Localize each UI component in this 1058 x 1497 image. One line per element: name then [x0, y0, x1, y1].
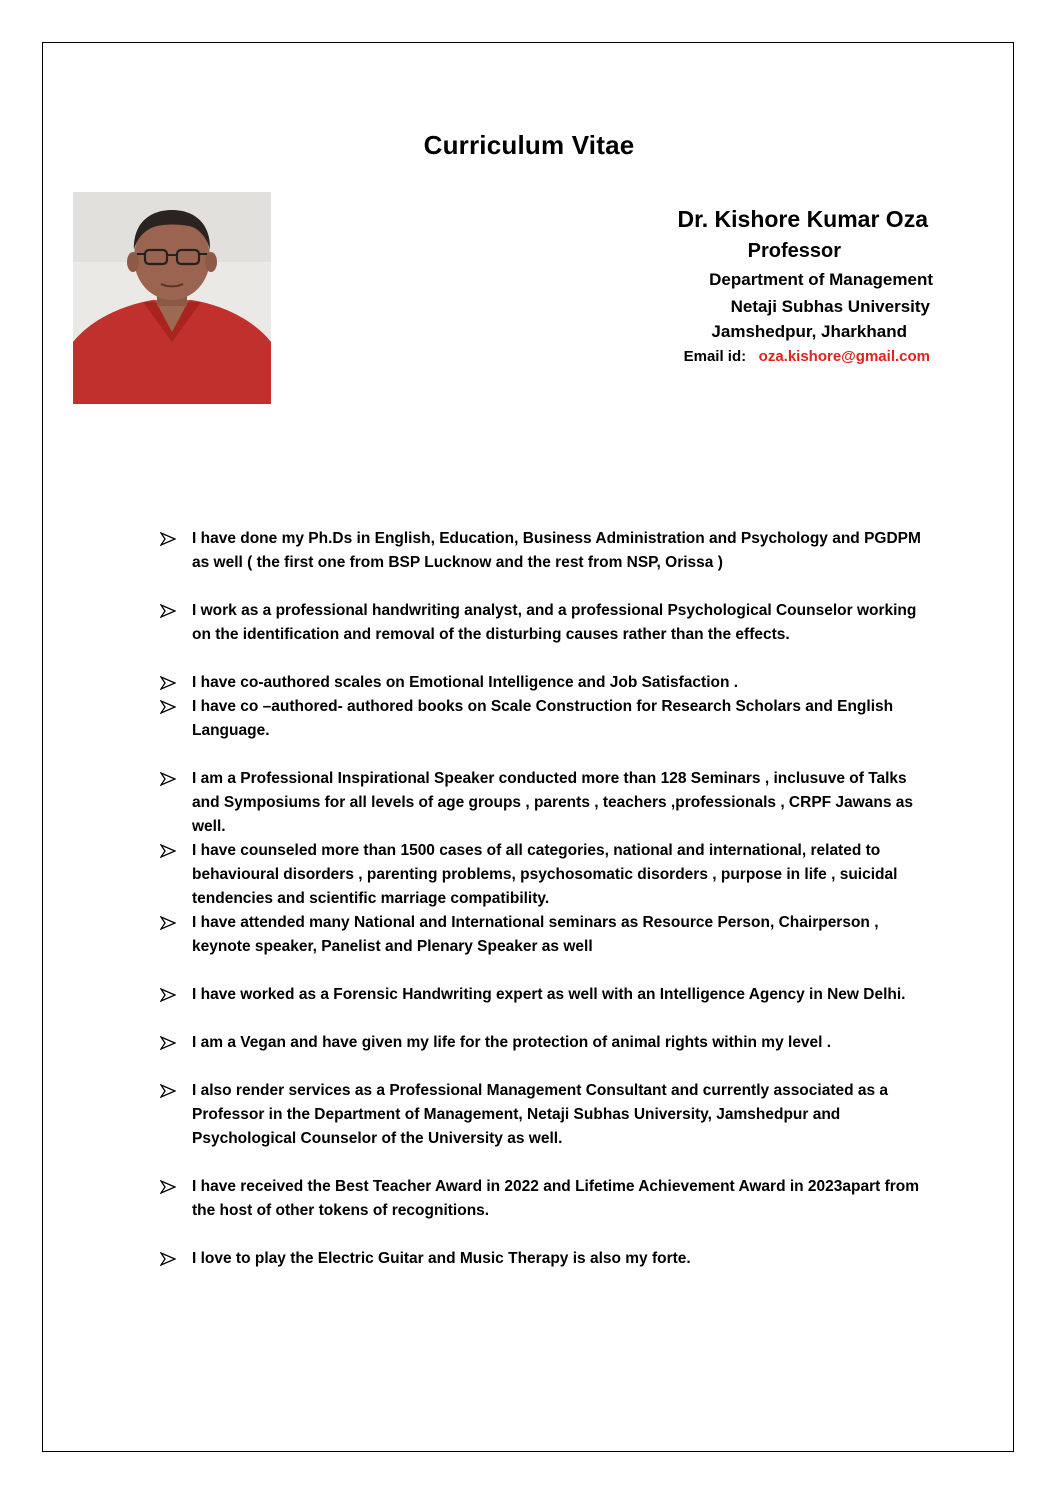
bullet-text: I have worked as a Forensic Handwriting expert as well with an Intelligence Agency in New Delhi.	[192, 986, 906, 1003]
profile-name: Dr. Kishore Kumar Oza	[677, 206, 928, 232]
list-item	[158, 1031, 938, 1055]
arrow-bullet-icon	[160, 1180, 176, 1194]
profile-location: Jamshedpur, Jharkhand	[711, 322, 907, 341]
list-item	[158, 695, 938, 743]
profile-designation: Professor	[747, 240, 841, 262]
bullet-text: I love to play the Electric Guitar and Music Therapy is also my forte.	[192, 1250, 691, 1267]
bullet-text: I have done my Ph.Ds in English, Education, Business Administration and Psychology and PGDPM as well ( the first one from BSP Lucknow and the rest from NSP, Orissa )	[192, 530, 921, 571]
bullet-text: I have counseled more than 1500 cases of all categories, national and international, related to behavioural disorders , parenting problems, psychosomatic disorders , purpose in life , suicidal tendencies and scientific marriage compatibility.	[192, 842, 898, 907]
arrow-bullet-icon	[160, 772, 176, 786]
list-item	[158, 767, 938, 839]
profile-department: Department of Management	[709, 270, 933, 289]
bullet-text: I have attended many National and International seminars as Resource Person, Chairperson , keynote speaker, Panelist and Plenary Speaker as well	[192, 914, 879, 955]
list-item	[158, 983, 938, 1007]
arrow-bullet-icon	[160, 532, 176, 546]
arrow-bullet-icon	[160, 676, 176, 690]
profile-email-line	[684, 348, 930, 365]
arrow-bullet-icon	[160, 1252, 176, 1266]
profile-photo	[73, 192, 271, 404]
list-item	[158, 1175, 938, 1223]
arrow-bullet-icon	[160, 988, 176, 1002]
bullet-text: I have co-authored scales on Emotional Intelligence and Job Satisfaction .	[192, 674, 739, 691]
bullet-text: I have received the Best Teacher Award in 2022 and Lifetime Achievement Award in 2023apart from the host of other tokens of recognitions.	[192, 1178, 920, 1219]
bullet-text: I have co –authored- authored books on Scale Construction for Research Scholars and English Language.	[192, 698, 894, 739]
arrow-bullet-icon	[160, 1036, 176, 1050]
arrow-bullet-icon	[160, 844, 176, 858]
email-label: Email id:	[683, 348, 747, 365]
email-link[interactable]: oza.kishore@gmail.com	[758, 348, 930, 365]
list-item	[158, 599, 938, 647]
person-photo-icon	[73, 192, 271, 404]
list-item	[158, 527, 938, 575]
bullet-text: I work as a professional handwriting analyst, and a professional Psychological Counselor working on the identification and removal of the disturbing causes rather than the effects.	[192, 602, 917, 643]
bullet-text: I am a Professional Inspirational Speaker conducted more than 128 Seminars , inclusuve of Talks and Symposiums for all levels of age groups , parents , teachers ,professionals , CRPF Jawans as well.	[192, 770, 913, 835]
list-item	[158, 839, 938, 911]
list-item	[158, 1247, 938, 1271]
list-item	[158, 1079, 938, 1151]
bullet-text: I also render services as a Professional Management Consultant and currently associated as a Professor in the Department of Management, Netaji Subhas University, Jamshedpur and Psychological Counselor of the University as well.	[192, 1082, 889, 1147]
list-item	[158, 671, 938, 695]
arrow-bullet-icon	[160, 916, 176, 930]
page-title: Curriculum Vitae	[423, 130, 635, 160]
arrow-bullet-icon	[160, 700, 176, 714]
cv-bullet-list	[158, 527, 938, 1271]
list-item	[158, 911, 938, 959]
arrow-bullet-icon	[160, 1084, 176, 1098]
bullet-text: I am a Vegan and have given my life for the protection of animal rights within my level .	[192, 1034, 832, 1051]
arrow-bullet-icon	[160, 604, 176, 618]
profile-university: Netaji Subhas University	[730, 297, 930, 316]
